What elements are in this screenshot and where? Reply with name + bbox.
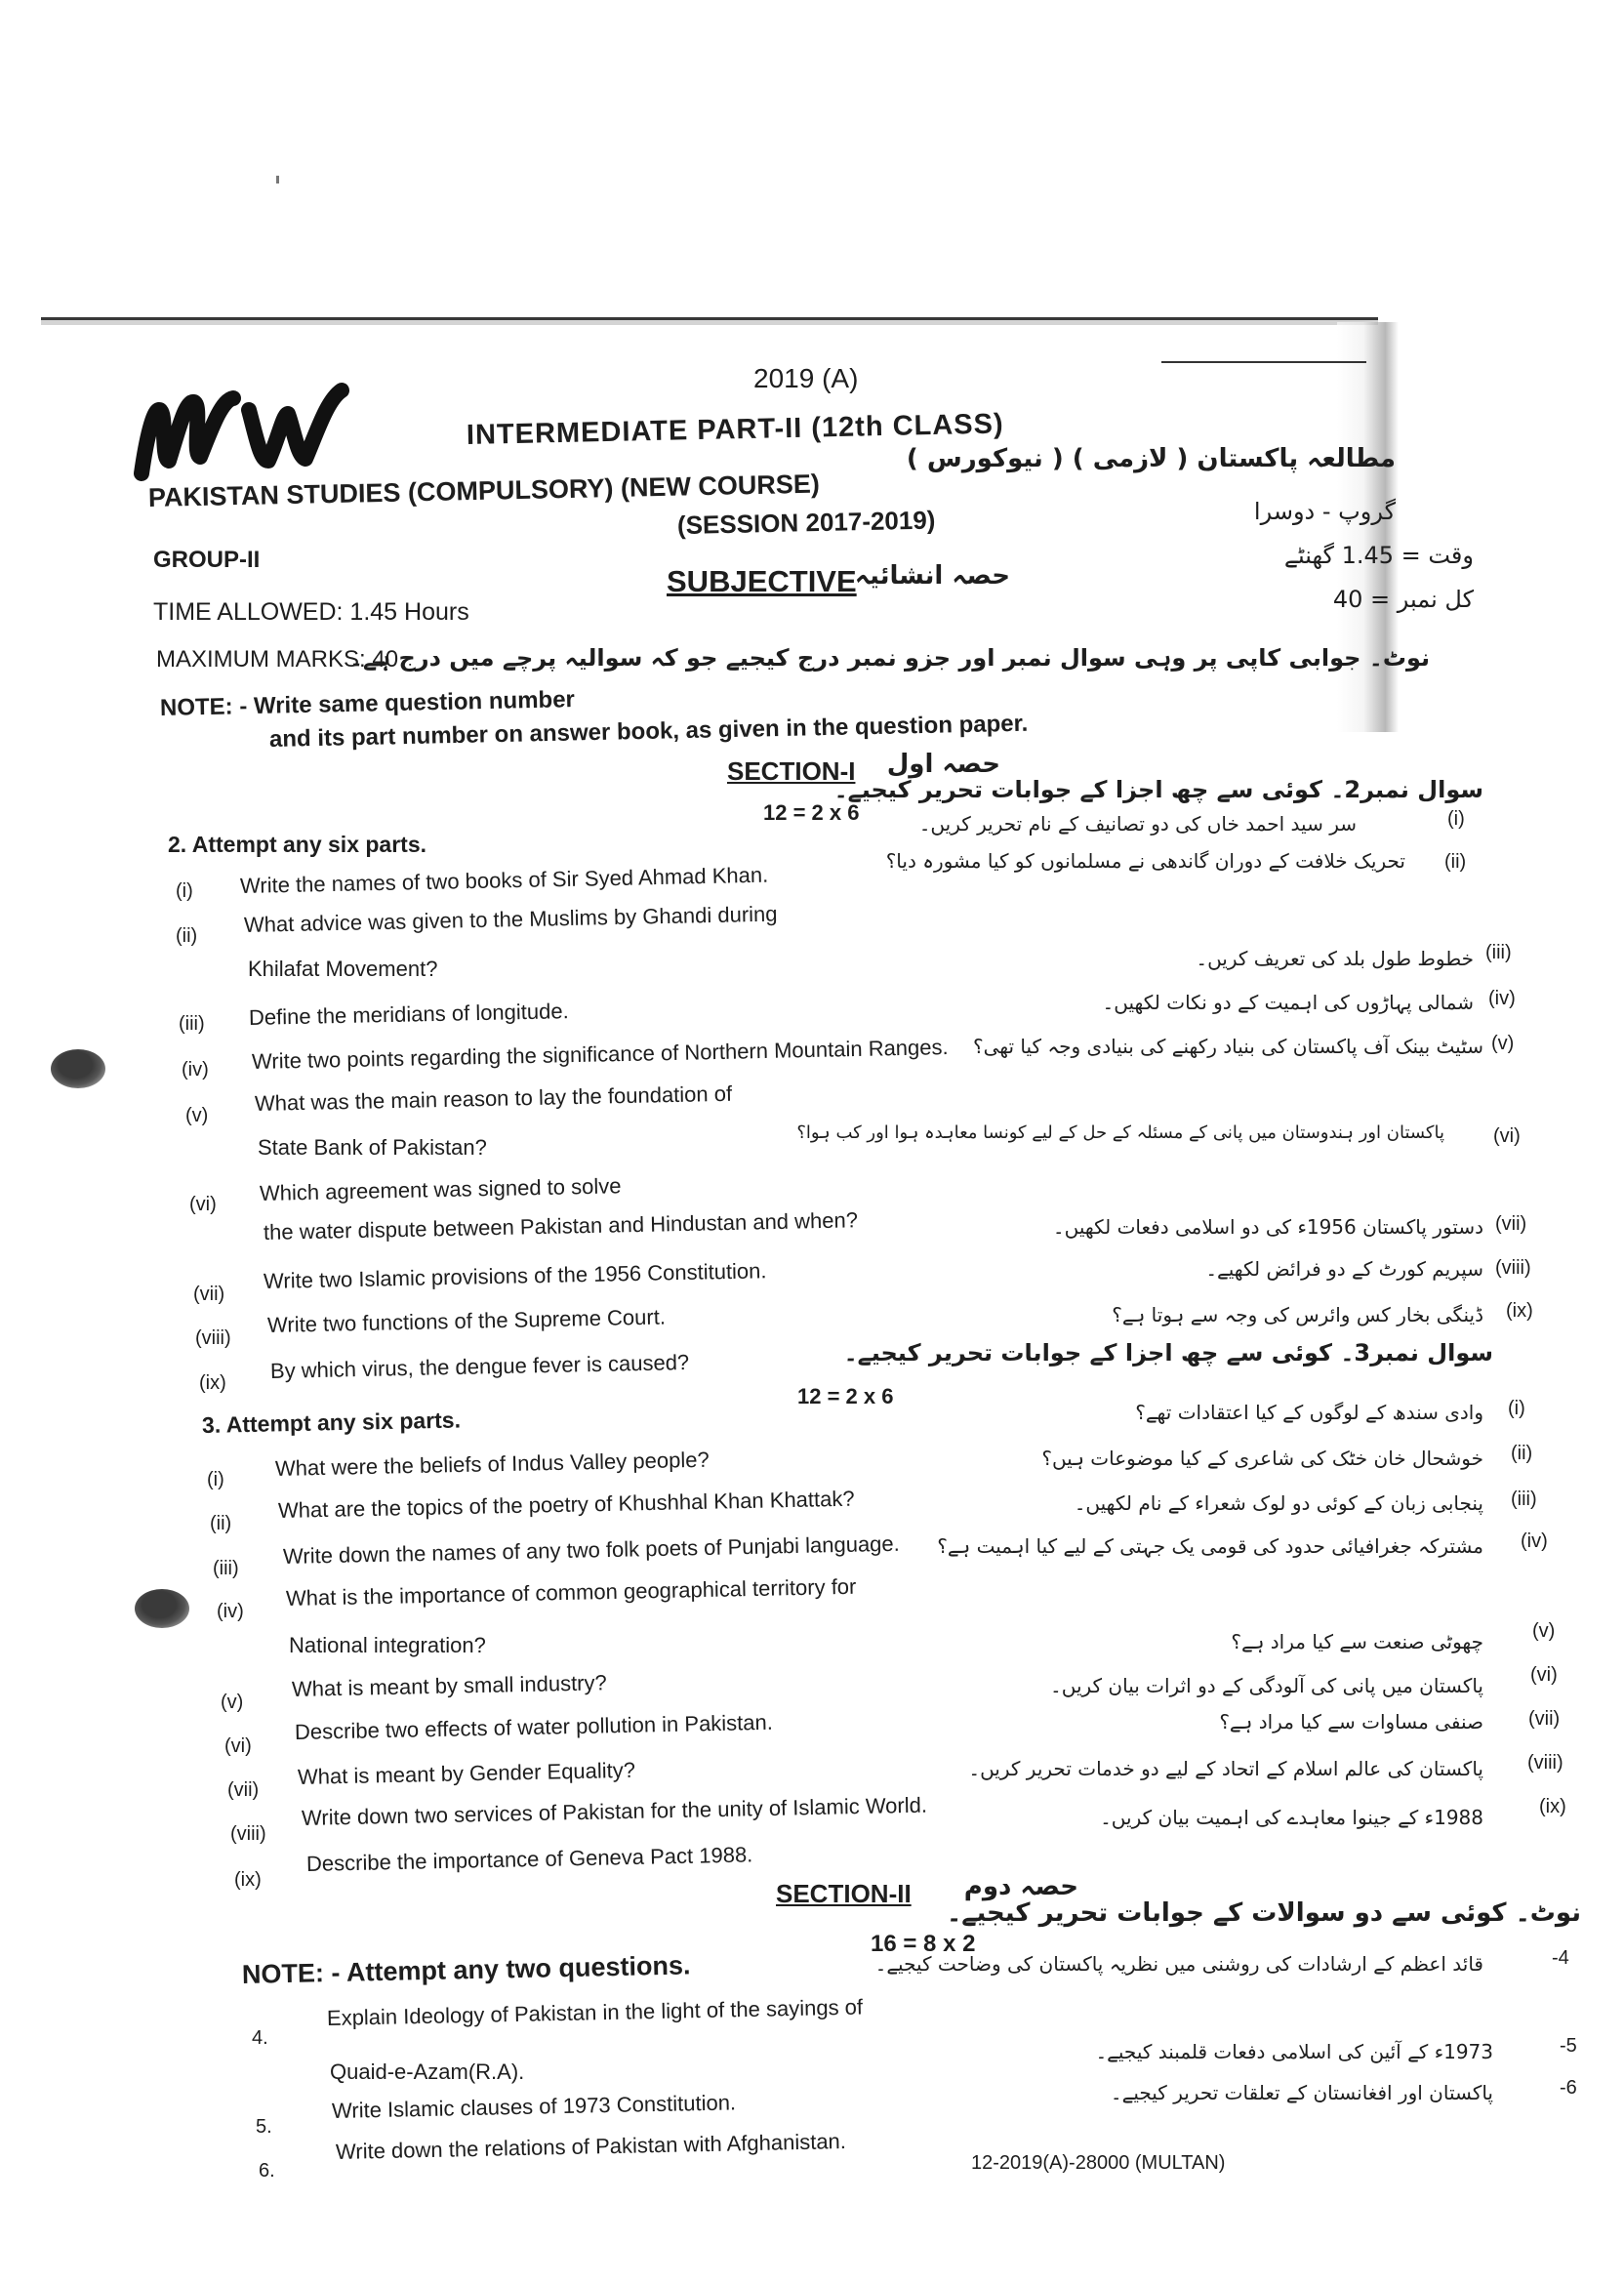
q3-part-urdu: پاکستان میں پانی کی آلودگی کے دو اثرات بیان کریں۔ — [1050, 1674, 1483, 1697]
paper-type: SUBJECTIVE — [667, 564, 857, 598]
q-number-urdu: -4 — [1552, 1947, 1569, 1969]
q3-part-number: (viii) — [230, 1823, 266, 1845]
q2-part-number-urdu: (ix) — [1506, 1300, 1533, 1322]
q2-part-number: (vii) — [193, 1284, 225, 1305]
q2-part-urdu: خطوط طول بلد کی تعریف کریں۔ — [1196, 947, 1474, 970]
max-marks: MAXIMUM MARKS: 40 — [156, 646, 399, 673]
q-text-cont: Quaid-e-Azam(R.A). — [330, 2060, 525, 2084]
punch-hole-icon — [135, 1589, 189, 1628]
q3-part-urdu: وادی سندھ کے لوگوں کے کیا اعتقادات تھے؟ — [1135, 1401, 1483, 1424]
q3-part-number: (v) — [221, 1692, 244, 1713]
q2-part-number-urdu: (vi) — [1493, 1125, 1521, 1147]
q2-part-number: (ix) — [199, 1372, 226, 1394]
q3-part-number: (vi) — [224, 1735, 252, 1757]
q-number-urdu: -5 — [1560, 2035, 1577, 2057]
q2-part-urdu: تحریک خلافت کے دوران گاندھی نے مسلمانوں کو کیا مشورہ دیا؟ — [885, 849, 1405, 873]
q2-part-urdu: سر سید احمد خاں کی دو تصانیف کے نام تحریر کریں۔ — [918, 812, 1357, 836]
note-line-2: and its part number on answer book, as given in the question paper. — [268, 710, 1029, 753]
q3-part-urdu: مشترکہ جغرافیائی حدود کی قومی یک جہتی کے لیے کیا اہمیت ہے؟ — [937, 1534, 1483, 1558]
q2-part-urdu: پاکستان اور ہندوستان میں پانی کے مسئلہ کے حل کے لیے کونسا معاہدہ ہوا اور کب ہوا؟ — [796, 1122, 1444, 1143]
q-text: Explain Ideology of Pakistan in the light of the sayings of — [326, 1994, 864, 2030]
q3-part-urdu: پنجابی زبان کے کوئی دو لوک شعراء کے نام لکھیں۔ — [1074, 1491, 1483, 1515]
punch-hole-icon — [51, 1049, 105, 1088]
q3-part-text: Describe two effects of water pollution in Pakistan. — [294, 1709, 774, 1744]
q2-part-text: Write two Islamic provisions of the 1956 Constitution. — [263, 1258, 767, 1293]
marks-urdu: کل نمبر = 40 — [1332, 586, 1474, 613]
q3-part-text: What are the topics of the poetry of Khushhal Khan Khattak? — [277, 1486, 855, 1523]
subject-urdu: مطالعہ پاکستان ( لازمی ) ( نیوکورس ) — [906, 444, 1396, 473]
q3-part-urdu: صنفی مساوات سے کیا مراد ہے؟ — [1219, 1710, 1483, 1733]
q2-part-urdu: سپریم کورٹ کے دو فرائض لکھیے۔ — [1205, 1257, 1483, 1281]
paper-code: 12-2019(A)-28000 (MULTAN) — [971, 2152, 1226, 2174]
q3-part-number: (i) — [207, 1469, 224, 1490]
q2-part-number: (viii) — [195, 1327, 231, 1349]
q-text: Write down the relations of Pakistan with Afghanistan. — [335, 2129, 847, 2164]
q3-part-number: (ii) — [210, 1513, 232, 1534]
q2-heading-urdu: سوال نمبر2۔ کوئی سے چھ اجزا کے جوابات تحریر کیجیے۔ — [833, 776, 1483, 803]
q3-part-text: What is the importance of common geographical territory for — [285, 1573, 857, 1611]
q3-part-number-urdu: (ix) — [1539, 1796, 1566, 1817]
section-2-title-urdu: حصہ دوم — [963, 1872, 1078, 1901]
note-urdu: نوٹ۔ جوابی کاپی پر وہی سوال نمبر اور جزو نمبر درج کیجیے جو کہ سوالیہ پرچے میں درج ہے۔ — [348, 644, 1430, 672]
q2-part-number: (vi) — [189, 1194, 217, 1215]
section-2-note-urdu: نوٹ۔ کوئی سے دو سوالات کے جوابات تحریر کیجیے۔ — [946, 1898, 1581, 1928]
group: GROUP-II — [153, 547, 261, 573]
q2-part-number-urdu: (vii) — [1495, 1213, 1527, 1235]
q3-part-text: Write down the names of any two folk poets of Punjabi language. — [282, 1530, 900, 1569]
q3-part-text: What is meant by small industry? — [291, 1670, 607, 1701]
q3-part-number-urdu: (vii) — [1528, 1708, 1561, 1730]
section-1-marks: 12 = 2 x 6 — [763, 800, 860, 825]
q3-part-urdu: چھوٹی صنعت سے کیا مراد ہے؟ — [1231, 1630, 1483, 1653]
q2-part-urdu: ڈینگی بخار کس وائرس کی وجہ سے ہوتا ہے؟ — [1112, 1303, 1483, 1326]
q-number-urdu: -6 — [1560, 2077, 1577, 2099]
q3-part-urdu: خوشحال خان خٹک کی شاعری کے کیا موضوعات ہیں؟ — [1041, 1447, 1483, 1470]
q2-part-text-cont: the water dispute between Pakistan and Hindustan and when? — [263, 1207, 859, 1244]
q2-part-text: By which virus, the dengue fever is caused? — [269, 1350, 690, 1383]
subject-title: PAKISTAN STUDIES (COMPULSORY) (NEW COURSE) — [147, 469, 821, 512]
q3-part-number: (iii) — [213, 1558, 239, 1579]
paper-type-urdu: حصہ انشائیہ — [854, 561, 1010, 591]
q2-part-number: (i) — [176, 880, 193, 902]
q2-part-urdu: شمالی پہاڑوں کی اہمیت کے دو نکات لکھیں۔ — [1102, 991, 1474, 1014]
q2-part-text: Write two points regarding the significance of Northern Mountain Ranges. — [251, 1035, 949, 1074]
header-rule — [1161, 361, 1366, 363]
q3-heading-urdu: سوال نمبر3۔ کوئی سے چھ اجزا کے جوابات تحریر کیجیے۔ — [843, 1339, 1493, 1366]
q2-part-number-urdu: (i) — [1447, 808, 1465, 830]
section-2-marks: 16 = 8 x 2 — [871, 1931, 976, 1957]
q2-part-number: (ii) — [176, 925, 198, 947]
q2-part-text: What advice was given to the Muslims by Ghandi during — [243, 901, 778, 937]
exam-title: INTERMEDIATE PART-II (12th CLASS) — [466, 408, 1004, 451]
q3-part-number: (iv) — [217, 1601, 244, 1622]
q3-part-number-urdu: (ii) — [1511, 1443, 1533, 1464]
group-urdu: گروپ - دوسرا — [1253, 498, 1396, 525]
q2-part-text: Write the names of two books of Sir Syed Ahmad Khan. — [239, 862, 769, 898]
q3-part-text: What were the beliefs of Indus Valley people? — [274, 1447, 710, 1481]
q3-marks: 12 = 2 x 6 — [797, 1384, 894, 1408]
handwritten-logo — [132, 371, 410, 488]
section-1-title-urdu: حصہ اول — [886, 750, 1000, 779]
q3-part-urdu: 1988ء کے جینوا معاہدے کی اہمیت بیان کریں۔ — [1100, 1806, 1483, 1829]
session: (SESSION 2017-2019) — [676, 505, 936, 540]
q-text: Write Islamic clauses of 1973 Constitution. — [331, 2090, 737, 2123]
q2-part-text: Define the meridians of longitude. — [248, 999, 569, 1030]
q2-part-number: (iv) — [182, 1059, 209, 1081]
note-line-1: NOTE: - Write same question number — [159, 686, 576, 721]
q3-part-number-urdu: (v) — [1532, 1620, 1556, 1642]
q2-part-text: What was the main reason to lay the foundation of — [254, 1081, 733, 1116]
q3-part-number-urdu: (iii) — [1511, 1489, 1537, 1510]
exam-year: 2019 (A) — [753, 363, 859, 393]
section-2-title: SECTION-II — [776, 1879, 912, 1908]
q2-part-number-urdu: (v) — [1491, 1033, 1515, 1054]
q3-part-urdu: پاکستان کی عالم اسلام کے اتحاد کے لیے دو خدمات تحریر کریں۔ — [968, 1757, 1483, 1780]
time-allowed: TIME ALLOWED: 1.45 Hours — [153, 598, 469, 626]
q-number: 5. — [256, 2116, 272, 2138]
section-1-title: SECTION-I — [727, 756, 856, 786]
q2-part-urdu: دستور پاکستان 1956ء کی دو اسلامی دفعات لکھیں۔ — [1052, 1215, 1483, 1239]
q-number: 6. — [259, 2160, 275, 2182]
q2-part-urdu: سٹیٹ بینک آف پاکستان کی بنیاد رکھنے کی بنیادی وجہ کیا تھی؟ — [973, 1035, 1483, 1058]
q2-part-number: (iii) — [179, 1013, 205, 1035]
q2-part-number-urdu: (iv) — [1488, 988, 1516, 1009]
q-text-urdu: پاکستان اور افغانستان کے تعلقات تحریر کیجیے۔ — [1110, 2081, 1493, 2104]
q3-part-number: (vii) — [227, 1779, 260, 1801]
q3-part-text: Write down two services of Pakistan for the unity of Islamic World. — [301, 1792, 928, 1830]
q2-part-number: (v) — [185, 1105, 209, 1126]
q-number: 4. — [252, 2027, 268, 2049]
q-text-urdu: 1973ء کے آئین کی اسلامی دفعات قلمبند کیجیے۔ — [1095, 2040, 1493, 2063]
q2-part-text: Write two functions of the Supreme Court. — [266, 1304, 667, 1337]
q3-part-number-urdu: (iv) — [1521, 1530, 1548, 1552]
scan-mark — [276, 176, 279, 184]
q3-part-number: (ix) — [234, 1869, 262, 1891]
q3-part-number-urdu: (vi) — [1530, 1664, 1558, 1686]
time-urdu: وقت = 1.45 گھنٹے — [1283, 542, 1474, 569]
q2-part-text-cont: Khilafat Movement? — [248, 957, 438, 981]
q2-part-number-urdu: (iii) — [1485, 942, 1512, 963]
q2-part-number-urdu: (ii) — [1444, 851, 1467, 873]
q2-part-number-urdu: (viii) — [1495, 1257, 1531, 1279]
q3-part-text: What is meant by Gender Equality? — [297, 1757, 636, 1789]
q-text-urdu: قائد اعظم کے ارشادات کی روشنی میں نظریہ پاکستان کی وضاحت کیجیے۔ — [874, 1952, 1483, 1976]
scan-top-border — [41, 317, 1378, 354]
q2-heading: 2. Attempt any six parts. — [168, 832, 427, 857]
q3-part-text-cont: National integration? — [289, 1633, 486, 1657]
section-2-note: NOTE: - Attempt any two questions. — [241, 1950, 691, 1989]
q3-part-number-urdu: (i) — [1508, 1398, 1525, 1419]
q2-part-text-cont: State Bank of Pakistan? — [258, 1135, 487, 1160]
q2-part-text: Which agreement was signed to solve — [259, 1173, 622, 1205]
q3-part-number-urdu: (viii) — [1527, 1752, 1563, 1774]
q3-part-text: Describe the importance of Geneva Pact 1988. — [305, 1842, 753, 1876]
q3-heading: 3. Attempt any six parts. — [201, 1407, 462, 1438]
